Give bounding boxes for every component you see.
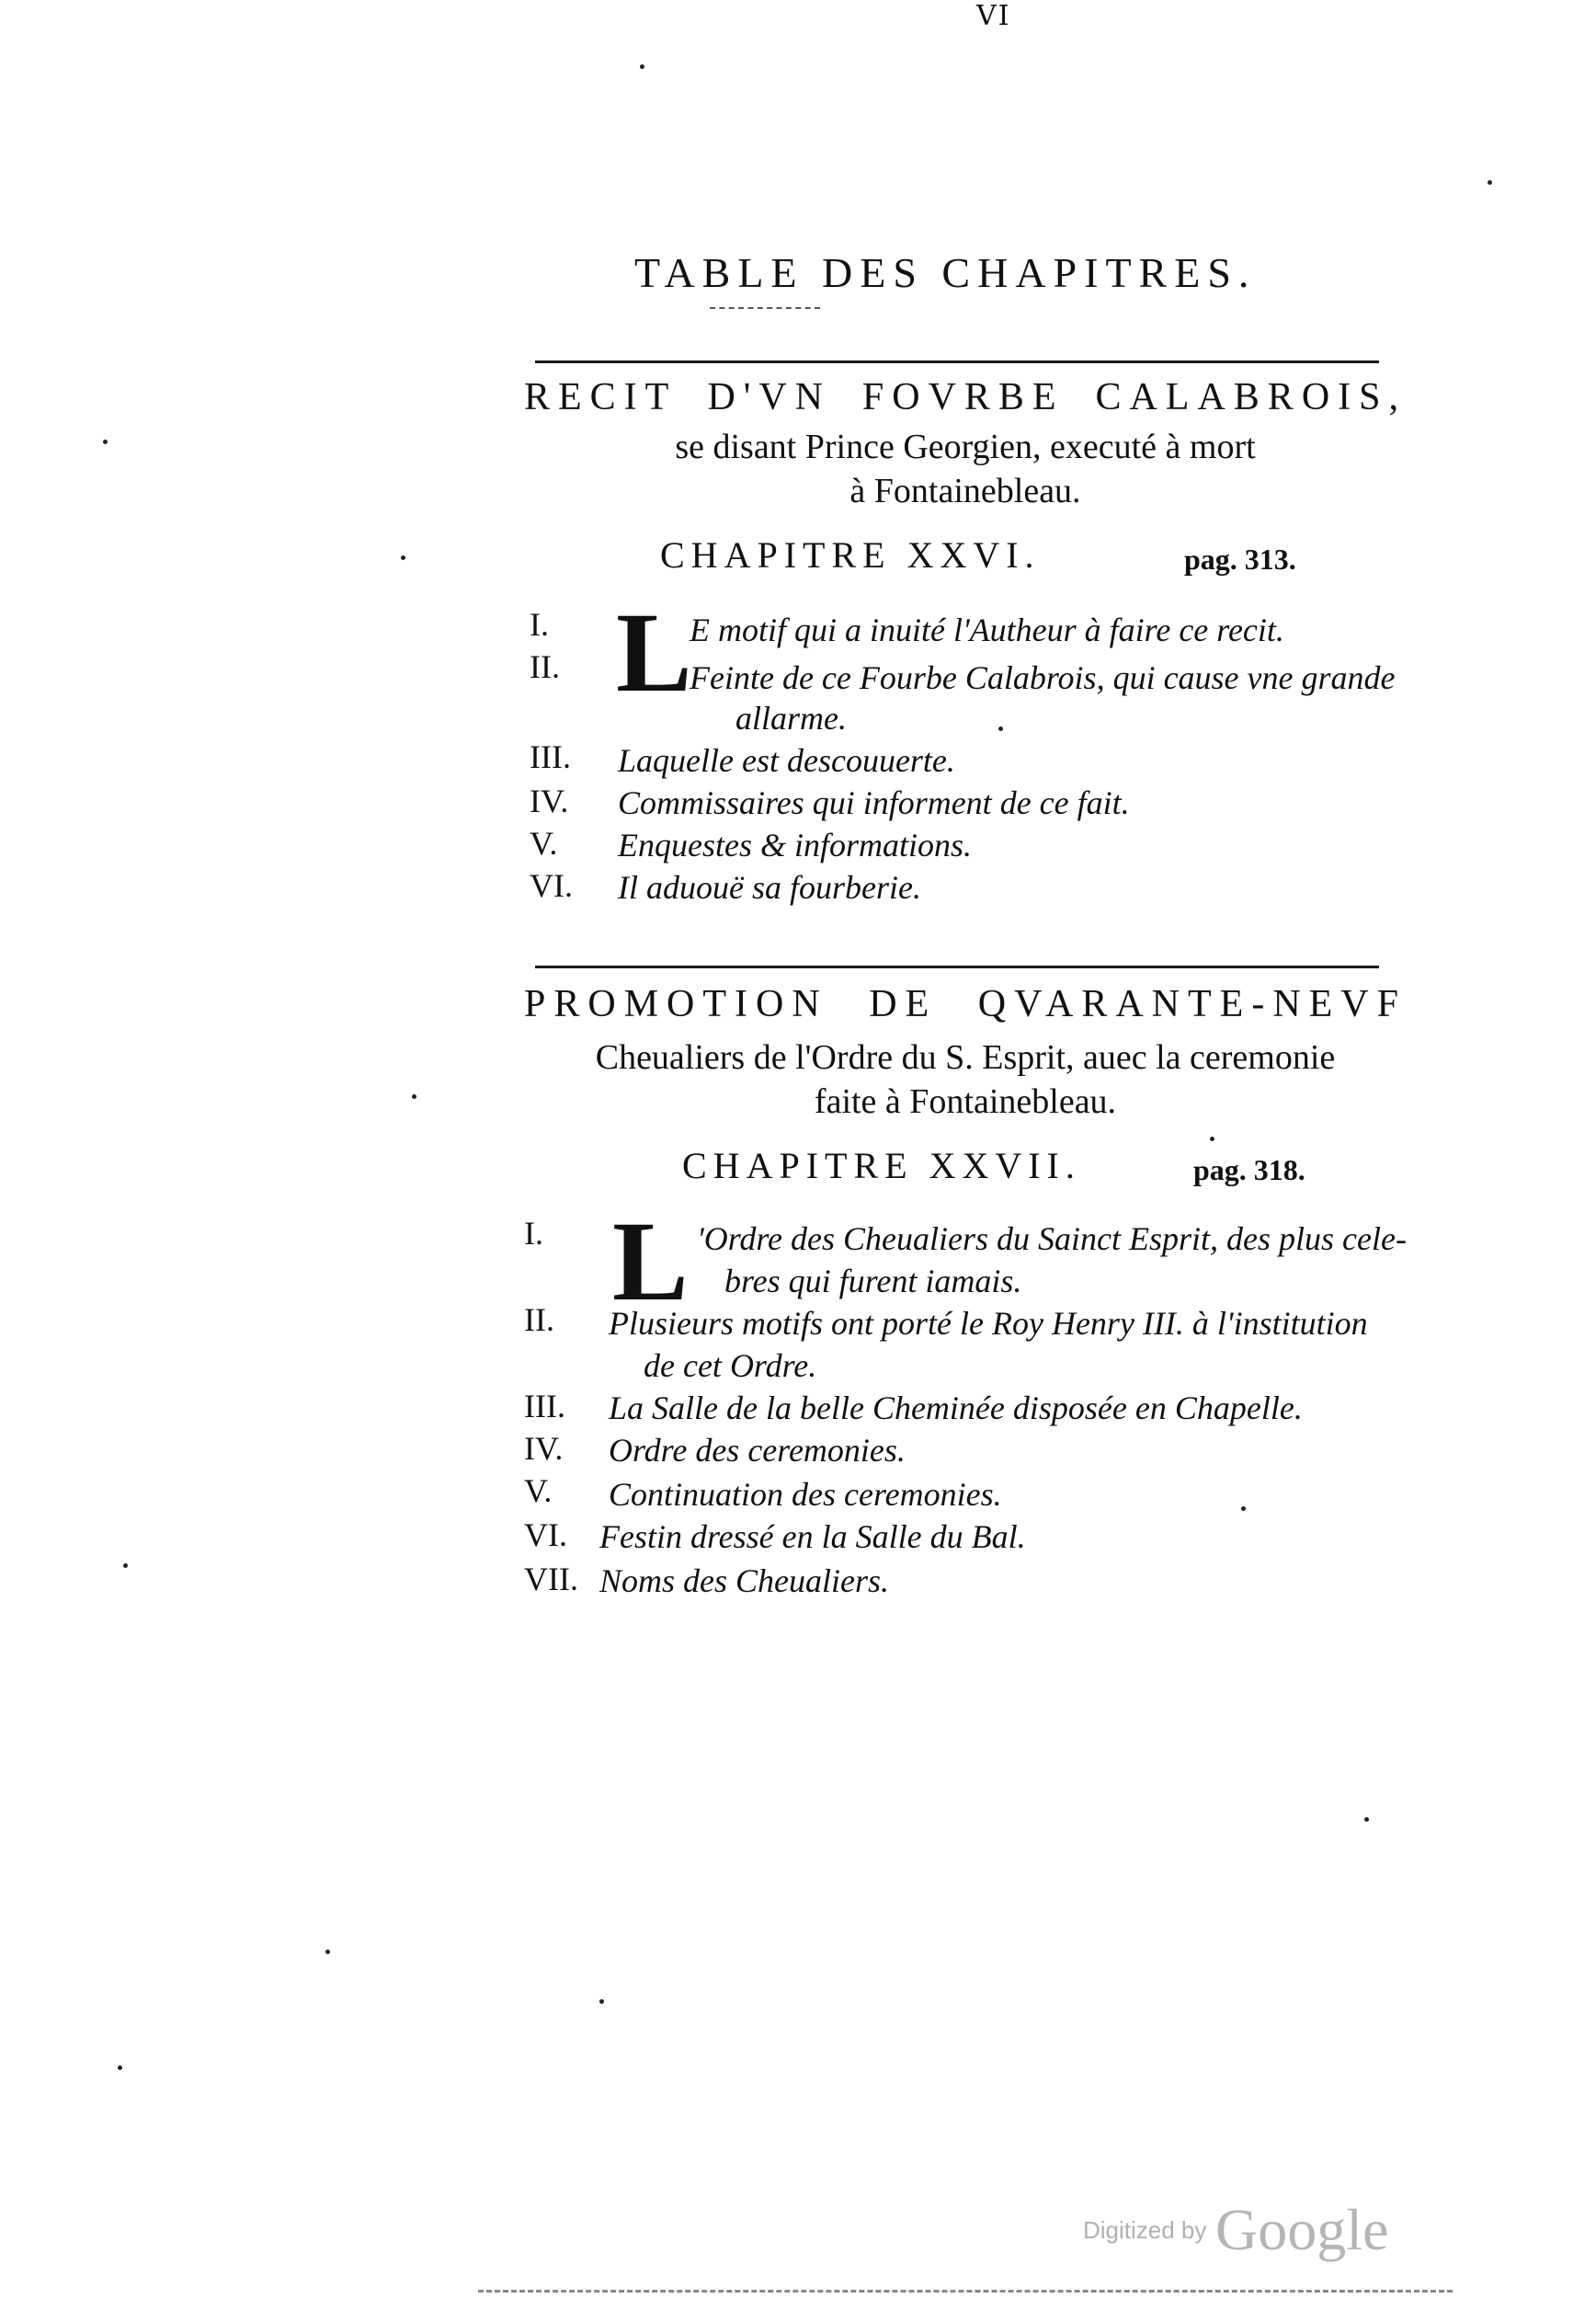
scan-speck bbox=[118, 2065, 122, 2070]
section-title-recit: RECIT D'VN FOVRBE CALABROIS, bbox=[524, 376, 1407, 418]
toc-entry: Commissaires qui informent de ce fait. bbox=[618, 784, 1130, 821]
toc-entry: Ordre des ceremonies. bbox=[609, 1432, 906, 1469]
item-numeral: IV. bbox=[524, 1430, 564, 1467]
scan-speck bbox=[103, 440, 108, 444]
toc-entry: 'Ordre des Cheualiers du Sainct Esprit, des plus cele- bbox=[697, 1220, 1407, 1257]
section-rule-top bbox=[535, 360, 1379, 363]
scan-speck bbox=[1241, 1506, 1246, 1511]
section-subtitle-line: à Fontainebleau. bbox=[849, 472, 1081, 510]
digitized-by-label: Digitized by bbox=[1083, 2216, 1207, 2244]
toc-entry: Laquelle est descouuerte. bbox=[618, 742, 955, 779]
toc-entry: Noms des Cheualiers. bbox=[599, 1562, 889, 1599]
running-title: TABLE DES CHAPITRES. bbox=[634, 249, 1257, 296]
page-reference: pag. 313. bbox=[1184, 543, 1296, 576]
scan-speck bbox=[998, 726, 1003, 731]
toc-entry: Enquestes & informations. bbox=[618, 827, 972, 864]
item-numeral: II. bbox=[530, 648, 560, 685]
drop-cap-letter: L bbox=[612, 1198, 689, 1324]
section-subtitle-line: faite à Fontainebleau. bbox=[814, 1082, 1117, 1121]
scan-speck bbox=[412, 1094, 416, 1099]
toc-entry-continuation: allarme. bbox=[735, 700, 847, 737]
scan-speck bbox=[401, 555, 405, 560]
toc-entry: Il aduouë sa fourberie. bbox=[618, 869, 921, 906]
drop-cap-letter: L bbox=[616, 589, 692, 715]
title-underline-ornament bbox=[710, 307, 820, 309]
item-numeral: VI. bbox=[524, 1516, 567, 1553]
item-numeral: III. bbox=[530, 738, 571, 775]
toc-entry-continuation: bres qui furent iamais. bbox=[724, 1263, 1022, 1299]
page-bottom-edge bbox=[478, 2290, 1453, 2293]
page-reference: pag. 318. bbox=[1193, 1153, 1305, 1186]
section-title-promotion: PROMOTION DE QVARANTE-NEVF bbox=[524, 983, 1407, 1025]
scan-speck bbox=[640, 64, 644, 69]
scan-speck bbox=[1210, 1137, 1214, 1141]
item-numeral: I. bbox=[530, 606, 549, 643]
toc-entry: La Salle de la belle Cheminée disposée en Chapelle. bbox=[609, 1390, 1303, 1426]
item-numeral: VI. bbox=[530, 867, 573, 904]
item-numeral: III. bbox=[524, 1388, 565, 1424]
item-numeral: VII. bbox=[524, 1561, 578, 1597]
item-numeral: I. bbox=[524, 1215, 543, 1252]
toc-entry-continuation: de cet Ordre. bbox=[644, 1347, 817, 1384]
page-folio: VI bbox=[976, 0, 1011, 32]
chapter-heading-xxvii: CHAPITRE XXVII. bbox=[682, 1145, 1081, 1186]
scan-speck bbox=[599, 1999, 604, 2004]
toc-entry: Feinte de ce Fourbe Calabrois, qui cause vne grande bbox=[690, 659, 1396, 696]
section-subtitle-line: se disant Prince Georgien, executé à mort bbox=[675, 428, 1256, 466]
toc-entry: Plusieurs motifs ont porté le Roy Henry III. à l'institution bbox=[609, 1305, 1368, 1342]
toc-entry: Continuation des ceremonies. bbox=[609, 1476, 1002, 1513]
toc-entry: Festin dressé en la Salle du Bal. bbox=[599, 1518, 1026, 1555]
scan-speck bbox=[123, 1563, 128, 1568]
toc-entry: E motif qui a inuité l'Autheur à faire ce recit. bbox=[690, 612, 1284, 648]
scan-speck bbox=[1488, 180, 1492, 185]
item-numeral: IV. bbox=[530, 783, 569, 819]
section-subtitle-line: Cheualiers de l'Ordre du S. Esprit, auec la ceremonie bbox=[595, 1038, 1336, 1077]
item-numeral: V. bbox=[524, 1472, 553, 1509]
item-numeral: II. bbox=[524, 1301, 554, 1338]
scan-speck bbox=[325, 1950, 330, 1954]
google-logo: Google bbox=[1215, 2197, 1389, 2262]
chapter-heading-xxvi: CHAPITRE XXVI. bbox=[660, 534, 1041, 576]
section-rule-top bbox=[535, 966, 1379, 968]
item-numeral: V. bbox=[530, 825, 558, 862]
scan-speck bbox=[1364, 1817, 1369, 1822]
